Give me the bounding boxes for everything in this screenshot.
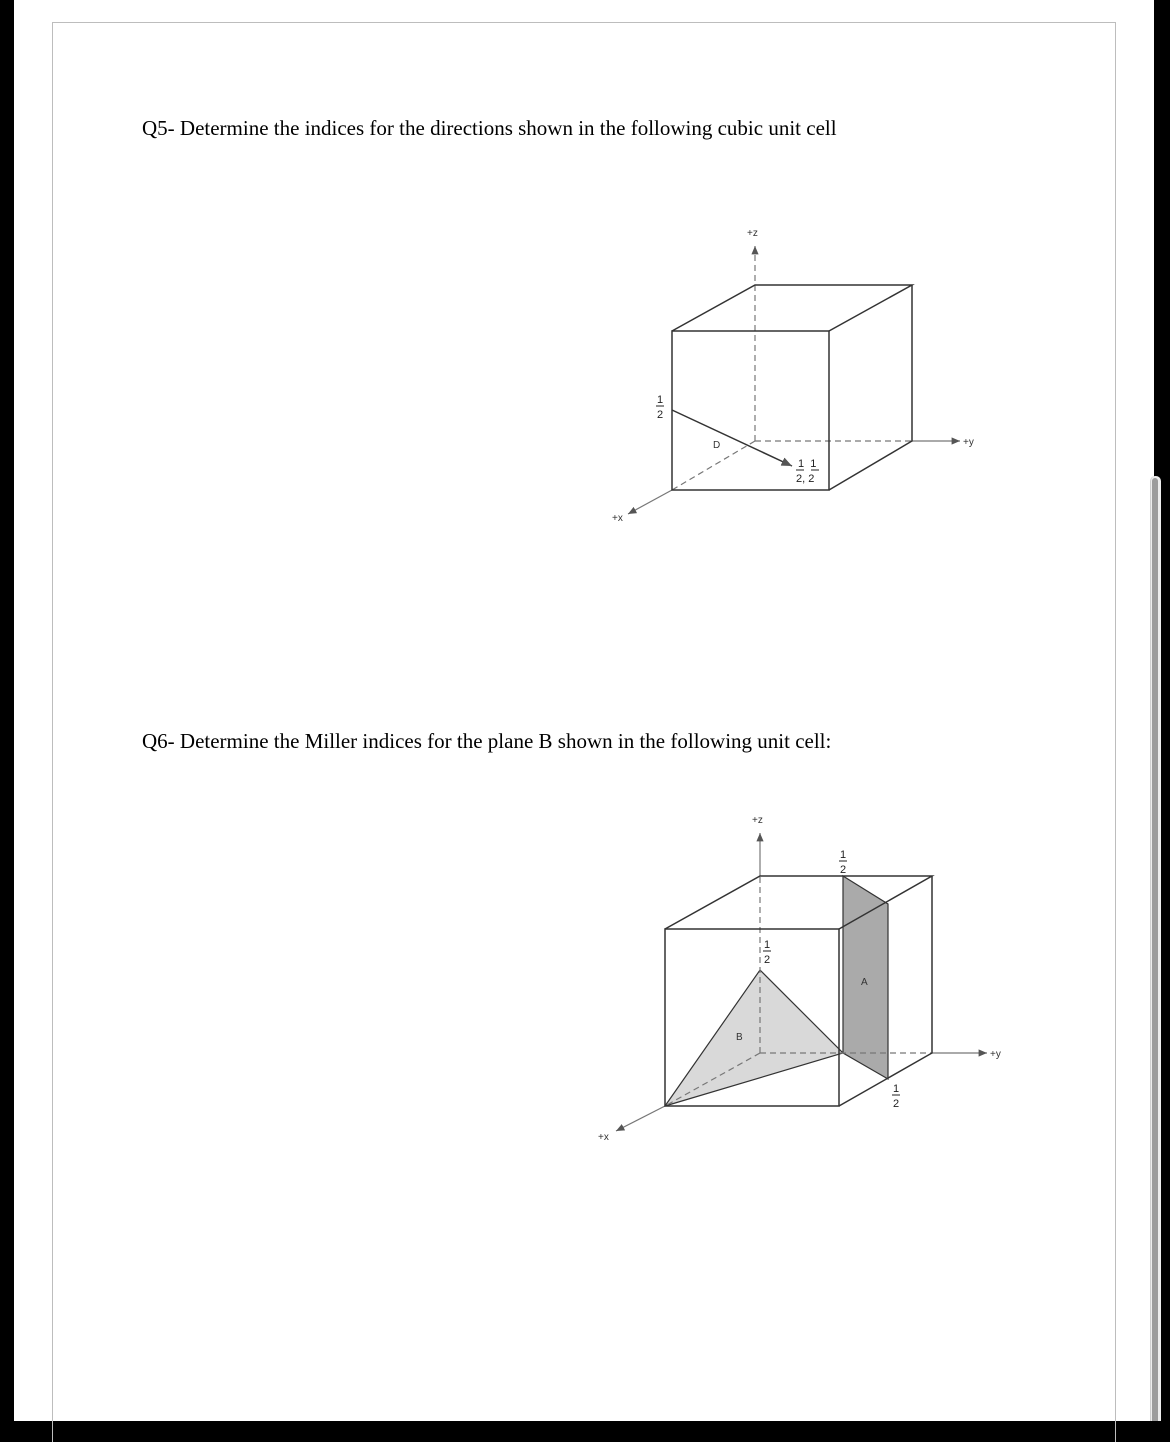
fig2-x-axis-label: +x [598, 1132, 609, 1143]
scrollbar-thumb[interactable] [1152, 478, 1158, 1421]
fig2-half-z-numerator: 1 [764, 939, 771, 951]
fig1-half-label-numerator: 1 [657, 394, 664, 406]
fig1-endpoint-denominators: 2, 2 [796, 473, 815, 485]
fig2-x-axis-extension [616, 1106, 665, 1131]
fig2-z-axis-label: +z [752, 815, 763, 826]
fig2-half-z-denominator: 2 [764, 954, 771, 966]
fig2-half-bottom-numerator: 1 [893, 1083, 900, 1095]
fig1-z-axis-label: +z [747, 228, 758, 239]
fig2-half-top-numerator: 1 [840, 849, 847, 861]
fig1-y-axis-label: +y [963, 437, 974, 448]
fig1-half-label-denominator: 2 [657, 409, 664, 421]
fig2-top-face [665, 876, 932, 929]
fig1-x-axis-label: +x [612, 513, 623, 524]
fig2-half-bottom-denominator: 2 [893, 1098, 900, 1110]
fig2-plane-b-label: B [736, 1032, 743, 1043]
question-5-text: Q5- Determine the indices for the directions shown in the following cubic unit cell [142, 116, 837, 140]
fig2-y-axis-label: +y [990, 1049, 1001, 1060]
fig1-direction-d-label: D [713, 440, 721, 451]
fig1-endpoint-numerators: 1 1 [798, 458, 817, 470]
question-6-text: Q6- Determine the Miller indices for the plane B shown in the following unit cell: [142, 729, 832, 753]
fig2-plane-b [665, 970, 843, 1106]
fig2-plane-a-label: A [861, 977, 868, 988]
fig2-half-top-denominator: 2 [840, 864, 847, 876]
